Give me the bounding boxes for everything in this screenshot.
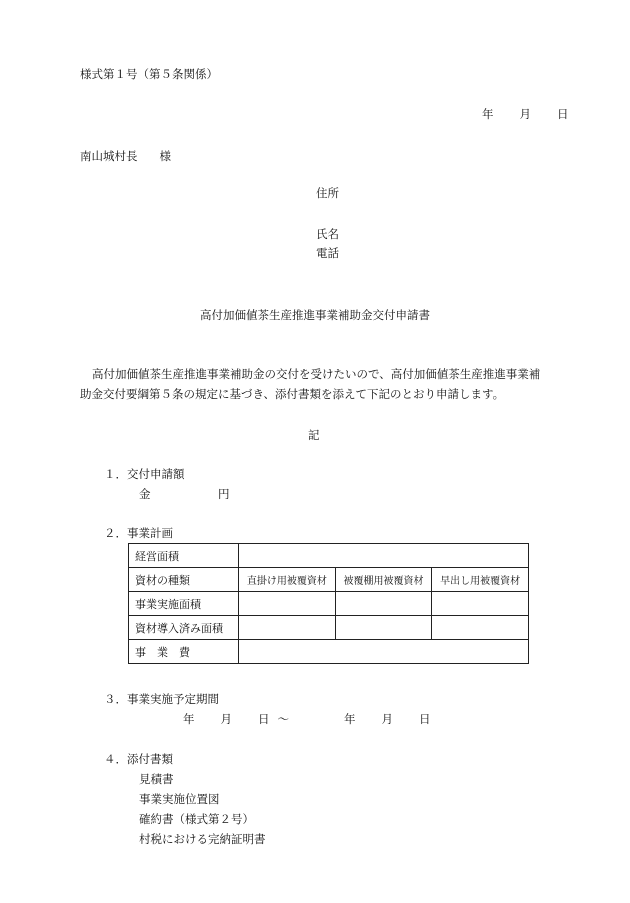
section3-heading: ３．事業実施予定期間 (104, 692, 219, 706)
amount-prefix: 金 (139, 487, 151, 501)
end-year: 年 (344, 712, 356, 726)
amount-unit: 円 (218, 487, 230, 501)
date-year: 年 (482, 107, 494, 121)
start-year: 年 (183, 712, 195, 726)
business-plan-table (128, 543, 529, 664)
table-row (129, 592, 529, 616)
row-label: 事業実施面積 (129, 592, 239, 616)
period-tilde: ～ (277, 712, 289, 726)
attachment-item: 見積書 (139, 772, 174, 786)
start-month: 月 (220, 712, 232, 726)
applicant-address-label: 住所 (316, 186, 339, 200)
applicant-name-label: 氏名 (316, 227, 339, 241)
table-cell (239, 640, 529, 664)
row-label: 事 業 費 (129, 640, 239, 664)
end-month: 月 (381, 712, 393, 726)
table-cell (335, 616, 432, 640)
row-label: 資材導入済み面積 (129, 616, 239, 640)
attachment-item: 村税における完納証明書 (139, 832, 266, 846)
row-label: 経営面積 (129, 544, 239, 568)
table-cell (432, 592, 529, 616)
section4-heading: ４．添付書類 (104, 752, 173, 766)
table-cell (239, 616, 336, 640)
body-line-2: 助金交付要綱第５条の規定に基づき、添付書類を添えて下記のとおり申請します。 (80, 387, 505, 401)
date-day: 日 (557, 107, 569, 121)
row-label: 資材の種類 (129, 568, 239, 592)
start-day: 日 (258, 712, 270, 726)
material-type-cell: 早出し用被覆資材 (432, 568, 529, 592)
section1-heading: １．交付申請額 (104, 467, 185, 481)
table-cell (335, 592, 432, 616)
ki-marker: 記 (308, 428, 320, 442)
addressee-name: 南山城村長 (80, 149, 138, 163)
body-line-1: 高付加価値茶生産推進事業補助金の交付を受けたいので、高付加価値茶生産推進事業補 (92, 367, 541, 381)
addressee (80, 148, 171, 164)
period-line (183, 711, 431, 727)
end-day: 日 (419, 712, 431, 726)
table-cell (432, 616, 529, 640)
addressee-honorific: 様 (159, 149, 171, 163)
table-row (129, 568, 529, 592)
material-type-cell: 直掛け用被覆資材 (239, 568, 336, 592)
section2-heading: ２．事業計画 (104, 526, 173, 540)
document-title: 高付加価値茶生産推進事業補助金交付申請書 (200, 308, 430, 322)
date-month: 月 (519, 107, 531, 121)
date-line (482, 106, 569, 122)
table-cell (239, 544, 529, 568)
table-row (129, 616, 529, 640)
material-type-cell: 被覆棚用被覆資材 (335, 568, 432, 592)
attachment-item: 事業実施位置図 (139, 792, 220, 806)
applicant-phone-label: 電話 (316, 246, 339, 260)
form-number: 様式第１号（第５条関係） (80, 67, 218, 81)
attachment-item: 確約書（様式第２号） (139, 812, 254, 826)
table-row (129, 640, 529, 664)
table-cell (239, 592, 336, 616)
table-row (129, 544, 529, 568)
